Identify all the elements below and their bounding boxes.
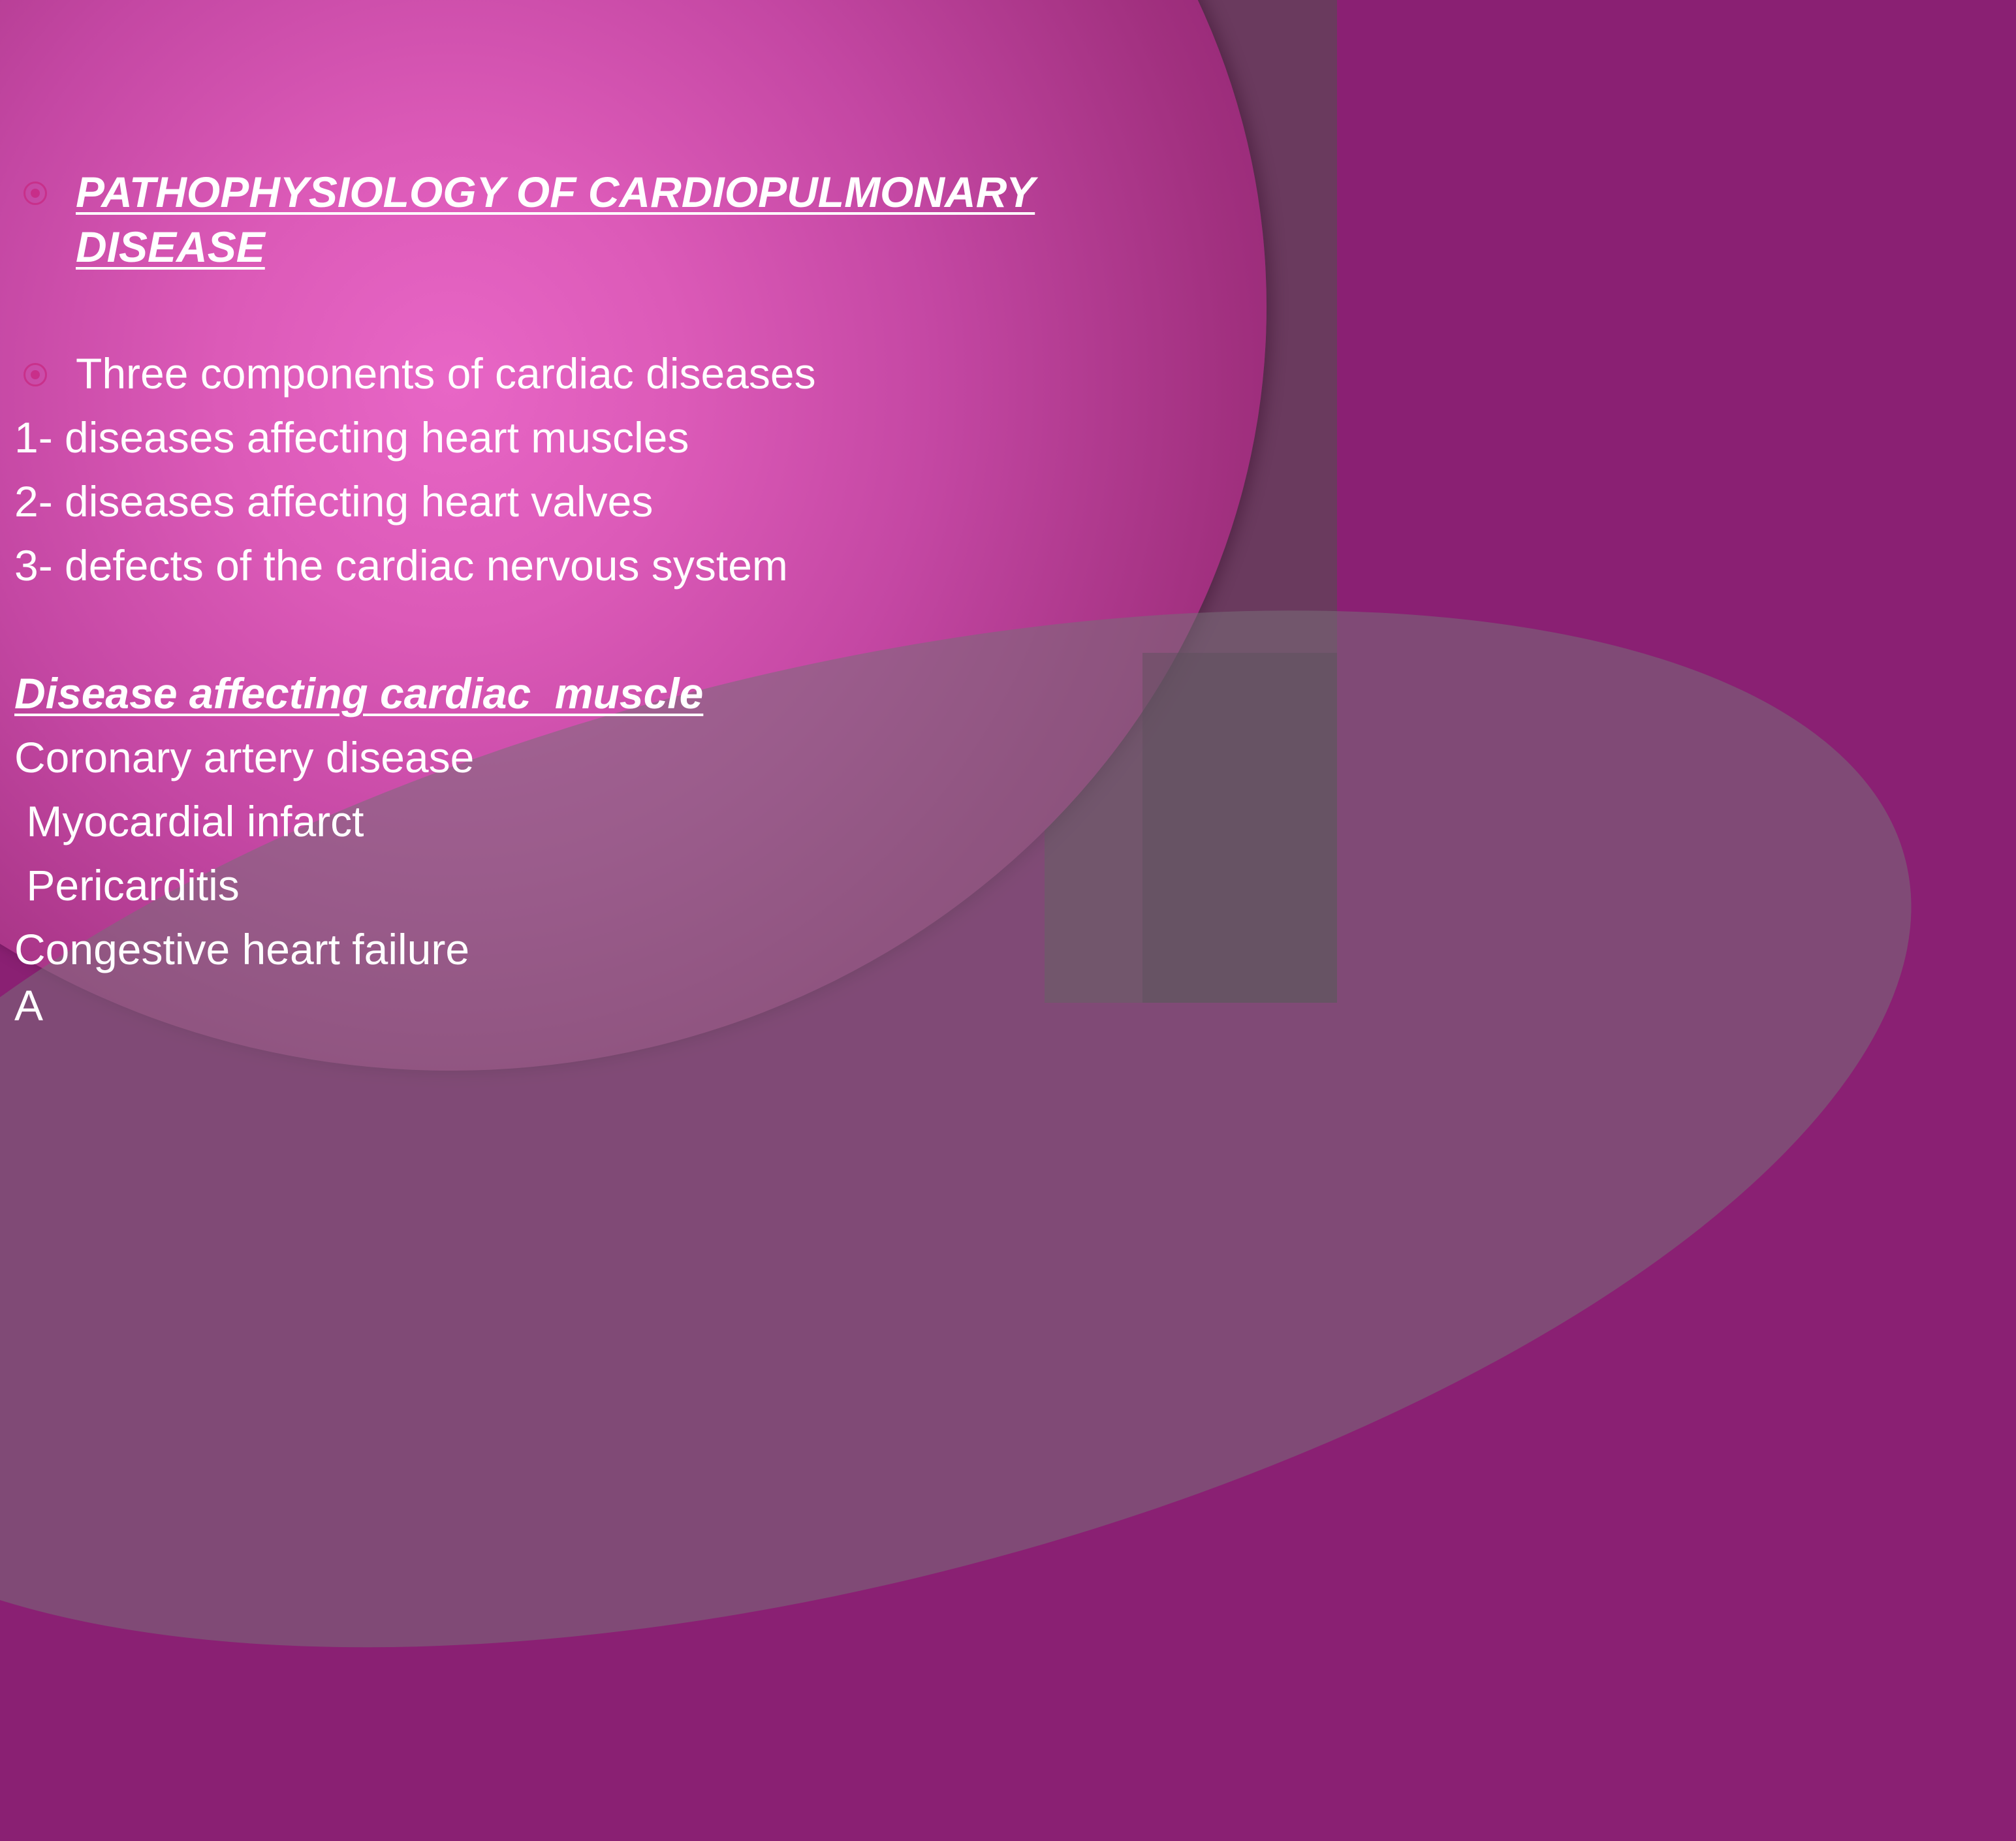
- list-item: Congestive heart failure: [14, 925, 470, 973]
- slide-title: PATHOPHYSIOLOGY OF CARDIOPULMONARY DISEASE: [76, 168, 1035, 271]
- list-item: 1- diseases affecting heart muscles: [14, 413, 689, 462]
- slide-content: [0, 0, 1337, 1030]
- section-heading: Disease affecting cardiac muscle: [14, 669, 704, 717]
- circle-bullet-icon: [24, 181, 47, 205]
- intro-bullet-text: Three components of cardiac diseases: [76, 349, 816, 398]
- list-item: Pericarditis: [14, 861, 240, 909]
- circle-bullet-icon: [24, 363, 47, 386]
- list-item: A: [14, 981, 44, 1030]
- list-item: Myocardial infarct: [14, 797, 364, 845]
- list-item: 3- defects of the cardiac nervous system: [14, 541, 788, 590]
- list-item: 2- diseases affecting heart valves: [14, 477, 654, 526]
- list-item: Coronary artery disease: [14, 733, 475, 781]
